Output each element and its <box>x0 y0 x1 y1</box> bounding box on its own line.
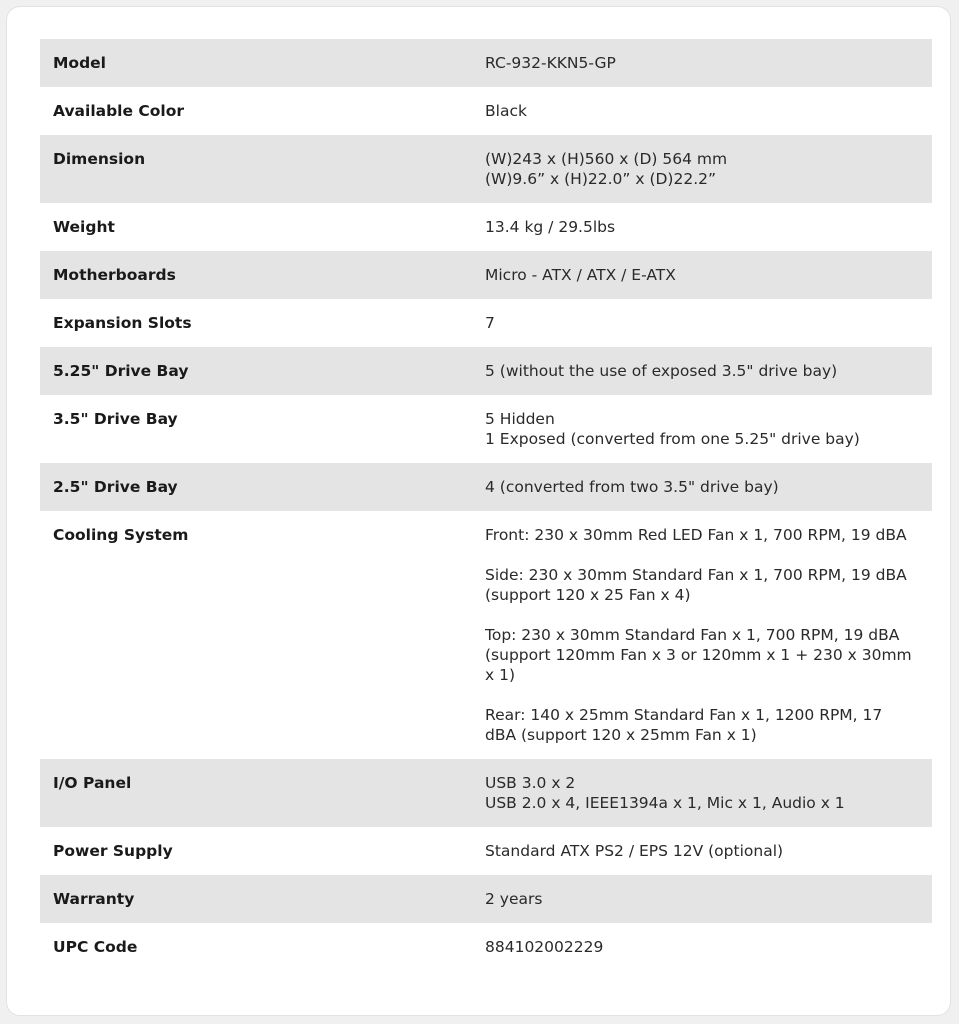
spec-row-upc-code <box>40 923 932 971</box>
spec-value <box>485 217 932 237</box>
spec-value <box>485 149 932 189</box>
spec-row-motherboards <box>40 251 932 299</box>
cooling-top <box>485 625 922 685</box>
spec-value <box>485 477 932 497</box>
spec-value <box>485 361 932 381</box>
spec-value-line: (W)9.6” x (H)22.0” x (D)22.2” <box>485 170 717 188</box>
cooling-side <box>485 565 922 605</box>
spec-value <box>485 773 932 813</box>
spec-label: I/O Panel <box>53 774 132 792</box>
spec-label: 3.5" Drive Bay <box>53 410 178 428</box>
spec-value-line: Black <box>485 102 527 120</box>
spec-row-warranty <box>40 875 932 923</box>
spec-value-line: 5 Hidden <box>485 410 555 428</box>
spec-value-line: (W)243 x (H)560 x (D) 564 mm <box>485 150 728 168</box>
spec-label: Model <box>53 54 106 72</box>
spec-value-line: (support 120mm Fan x 3 or 120mm x 1 + 230 x 30mm <box>485 646 912 664</box>
spec-value <box>485 409 932 449</box>
spec-value-line: (support 120 x 25 Fan x 4) <box>485 586 691 604</box>
spec-value-line: 884102002229 <box>485 938 604 956</box>
spec-value-line: 7 <box>485 314 495 332</box>
spec-label: Dimension <box>53 150 146 168</box>
spec-row-expansion-slots <box>40 299 932 347</box>
spec-value-line: RC-932-KKN5-GP <box>485 54 616 72</box>
spec-value <box>485 937 932 957</box>
spec-label: Motherboards <box>53 266 176 284</box>
spec-row-power-supply <box>40 827 932 875</box>
spec-label: Available Color <box>53 102 185 120</box>
spec-value-line: USB 3.0 x 2 <box>485 774 576 792</box>
spec-value-line: Top: 230 x 30mm Standard Fan x 1, 700 RPM, 19 dBA <box>485 626 900 644</box>
spec-value <box>485 313 932 333</box>
spec-label: Cooling System <box>53 526 189 544</box>
spec-row-dimension <box>40 135 932 203</box>
spec-value-line: 5 (without the use of exposed 3.5" drive bay) <box>485 362 838 380</box>
cooling-rear <box>485 705 922 745</box>
spec-value-line: 4 (converted from two 3.5" drive bay) <box>485 478 779 496</box>
spec-row-25-drive-bay <box>40 463 932 511</box>
spec-value-line: Front: 230 x 30mm Red LED Fan x 1, 700 RPM, 19 dBA <box>485 526 907 544</box>
spec-row-cooling-system <box>40 511 932 759</box>
spec-row-model <box>40 39 932 87</box>
spec-value <box>485 841 932 861</box>
spec-value <box>485 265 932 285</box>
spec-label: 2.5" Drive Bay <box>53 478 178 496</box>
spec-value-line: Rear: 140 x 25mm Standard Fan x 1, 1200 RPM, 17 <box>485 706 883 724</box>
cooling-front <box>485 525 922 545</box>
spec-row-35-drive-bay <box>40 395 932 463</box>
spec-row-weight <box>40 203 932 251</box>
spec-label: Weight <box>53 218 115 236</box>
spec-row-525-drive-bay <box>40 347 932 395</box>
spec-table <box>40 39 932 971</box>
spec-value <box>485 53 932 73</box>
spec-value-line: dBA (support 120 x 25mm Fan x 1) <box>485 726 757 744</box>
spec-row-io-panel <box>40 759 932 827</box>
spec-value-line: 2 years <box>485 890 543 908</box>
spec-label: UPC Code <box>53 938 138 956</box>
spec-label: 5.25" Drive Bay <box>53 362 189 380</box>
spec-value-line: Standard ATX PS2 / EPS 12V (optional) <box>485 842 784 860</box>
spec-label: Warranty <box>53 890 135 908</box>
spec-value <box>485 101 932 121</box>
spec-row-available-color <box>40 87 932 135</box>
spec-label: Expansion Slots <box>53 314 192 332</box>
spec-label: Power Supply <box>53 842 173 860</box>
spec-value-line: Micro - ATX / ATX / E-ATX <box>485 266 676 284</box>
spec-value-line: Side: 230 x 30mm Standard Fan x 1, 700 RPM, 19 dBA <box>485 566 907 584</box>
spec-value-line: 13.4 kg / 29.5lbs <box>485 218 616 236</box>
spec-value-line: 1 Exposed (converted from one 5.25" drive bay) <box>485 430 860 448</box>
spec-value <box>485 525 932 745</box>
spec-card <box>6 6 951 1016</box>
spec-value-line: USB 2.0 x 4, IEEE1394a x 1, Mic x 1, Audio x 1 <box>485 794 845 812</box>
spec-value <box>485 889 932 909</box>
spec-value-line: x 1) <box>485 666 516 684</box>
